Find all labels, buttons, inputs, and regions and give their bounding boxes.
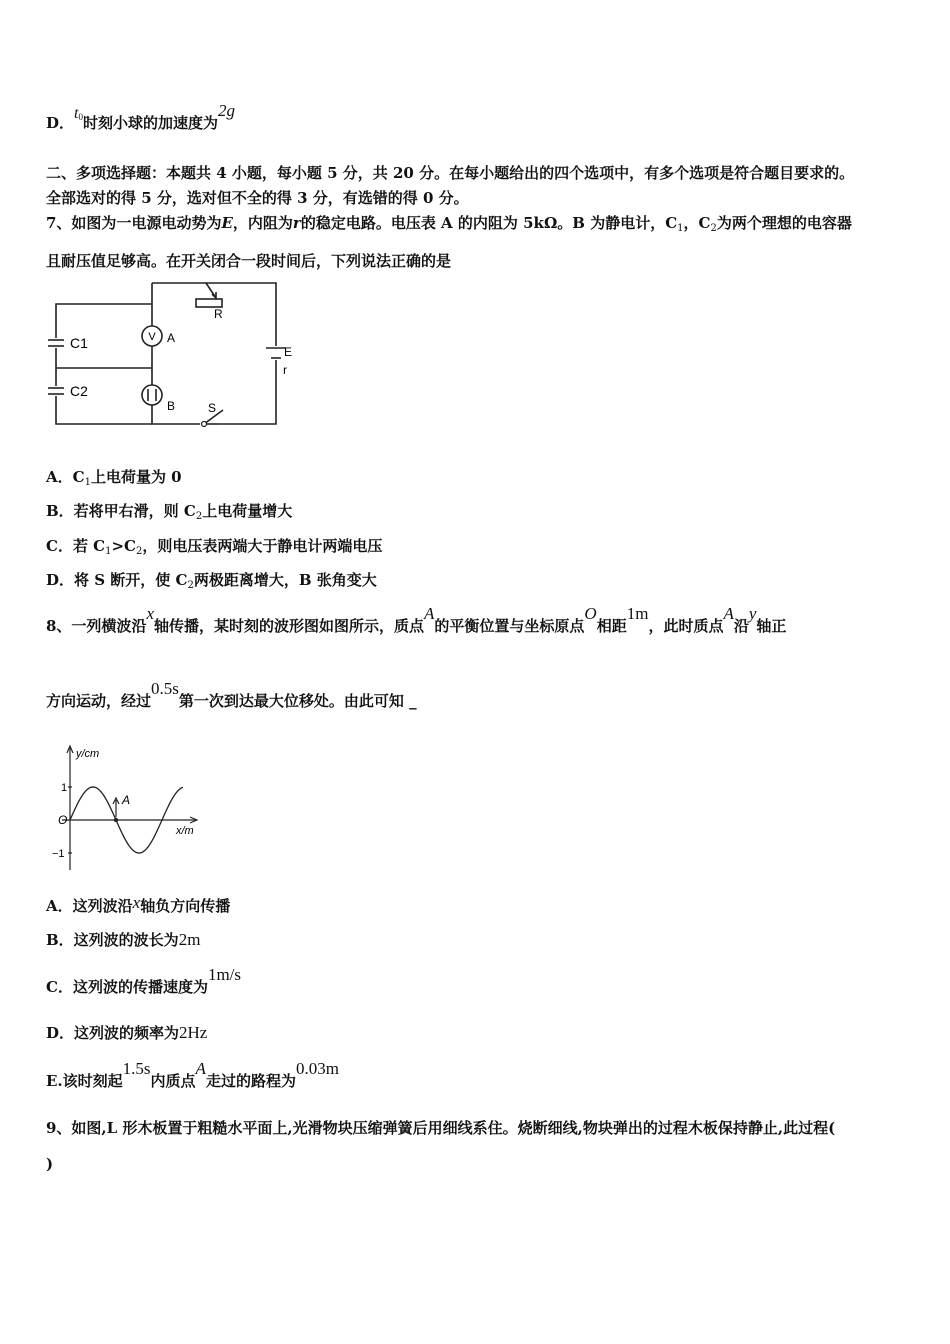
label-c2: C2 — [70, 383, 88, 399]
tick-1: 1 — [61, 782, 68, 794]
label-e: E — [284, 345, 293, 359]
voltmeter-symbol: V — [148, 331, 156, 343]
y-axis-label: y/cm — [76, 748, 100, 760]
point-a — [114, 818, 118, 822]
q8-stem-line2: 方向运动，经过0.5s第一次到达最大位移处。由此可知 _ — [46, 679, 417, 710]
q8-option-a[interactable]: A．这列波沿x轴负方向传播 — [46, 893, 231, 915]
q7-option-a[interactable]: A．$C_1$上电荷量为 0 — [46, 468, 182, 488]
tick-minus1: −1 — [52, 848, 65, 860]
q7-stem-line2: 且耐压值足够高。在开关闭合一段时间后，下列说法正确的是 — [46, 252, 452, 270]
q8-option-e[interactable]: E.该时刻起1.5s内质点A走过的路程为0.03m — [46, 1059, 339, 1090]
x-axis-label: x/m — [176, 825, 194, 837]
label-a: A — [167, 331, 176, 345]
label-r-small: r — [283, 363, 287, 377]
section2-line2: 全部选对的得 5 分，选对但不全的得 3 分，有选错的得 0 分。 — [46, 189, 469, 207]
label-b: B — [167, 399, 176, 413]
label-r: R — [214, 307, 223, 321]
point-a-label: A — [122, 793, 131, 807]
q6-option-d: D．$t^0$时刻小球的加速度为2g — [46, 101, 235, 132]
q8-wave-graph — [46, 740, 216, 875]
q7-circuit-diagram — [46, 276, 306, 436]
q7-option-d[interactable]: D．将 S 断开，使 $C_2$两极距离增大，B 张角变大 — [46, 571, 377, 591]
q8-stem-line1: 8、一列横波沿x轴传播，某时刻的波形图如图所示，质点A的平衡位置与坐标原点O相距1m，此时质点A沿y轴正 — [46, 604, 787, 635]
origin-label: O — [58, 813, 68, 827]
q7-stem-line1: 7、如图为一电源电动势为E，内阻为r的稳定电路。电压表 A 的内阻为 5kΩ。B 为静电计，$C_1$，$C_2$为两个理想的电容器 — [46, 214, 852, 234]
q8-option-b[interactable]: B．这列波的波长为2m — [46, 930, 201, 949]
q7-option-b[interactable]: B．若将甲右滑，则 $C_2$上电荷量增大 — [46, 502, 293, 522]
section2-line1: 二、多项选择题：本题共 4 小题，每小题 5 分，共 20 分。在每小题给出的四个选项中，有多个选项是符合题目要求的。 — [46, 164, 855, 182]
label-c1: C1 — [70, 335, 88, 351]
q9-stem-line1: 9、如图,L 形木板置于粗糙水平面上,光滑物块压缩弹簧后用细线系住。烧断细线,物块弹出的过程木板保持静止,此过程( — [46, 1119, 836, 1137]
q7-option-c[interactable]: C．若 $C_1>C_2$，则电压表两端大于静电计两端电压 — [46, 537, 383, 557]
q8-option-c[interactable]: C．这列波的传播速度为1m/s — [46, 965, 242, 996]
q8-option-d[interactable]: D．这列波的频率为2Hz — [46, 1023, 208, 1042]
label-s: S — [208, 401, 217, 415]
q9-stem-line2: ) — [46, 1155, 54, 1173]
